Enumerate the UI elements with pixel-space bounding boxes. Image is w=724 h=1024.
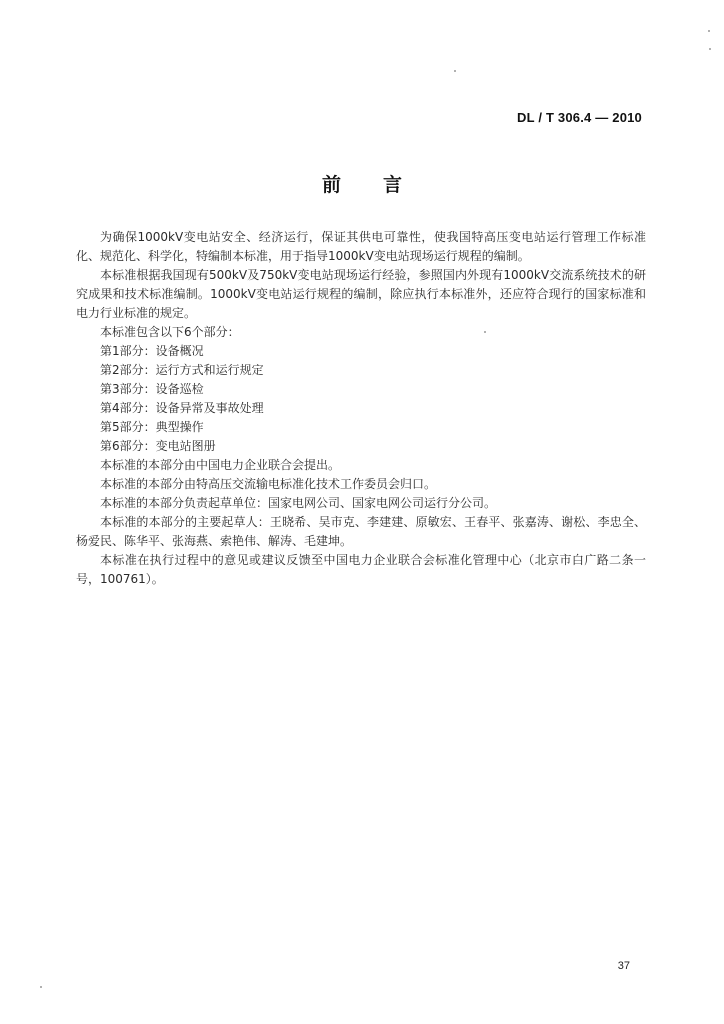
list-item-part-1: 第1部分：设备概况: [100, 344, 204, 358]
paragraph-feedback: 本标准在执行过程中的意见或建议反馈至中国电力企业联合会标准化管理中心（北京市白广路二条一号，100761）。: [76, 553, 646, 586]
paragraph-drafting-unit: 本标准的本部分负责起草单位：国家电网公司、国家电网公司运行分公司。: [100, 496, 497, 510]
scan-speck: [708, 30, 710, 32]
list-item-part-3: 第3部分：设备巡检: [100, 382, 204, 396]
page-title: 前言: [321, 174, 444, 196]
list-item-part-4: 第4部分：设备异常及事故处理: [100, 401, 264, 415]
page-number: 37: [617, 960, 630, 972]
list-item-part-6: 第6部分：变电站图册: [100, 439, 216, 453]
scan-speck: [709, 48, 711, 50]
scan-speck: [40, 986, 42, 988]
paragraph-drafters: 本标准的本部分的主要起草人：王晓希、吴市克、李建建、原敏宏、王春平、张嘉涛、谢松、李忠全、杨爱民、陈华平、张海燕、索艳伟、解涛、毛建坤。: [76, 515, 646, 548]
paragraph-parts-intro: 本标准包含以下6个部分：: [100, 325, 240, 339]
paragraph-proposer: 本标准的本部分由中国电力企业联合会提出。: [100, 458, 341, 472]
scan-speck: [454, 70, 456, 72]
scan-speck: [484, 331, 486, 333]
foreword-body: [76, 228, 646, 589]
list-item-part-5: 第5部分：典型操作: [100, 420, 204, 434]
paragraph-purpose: 为确保1000kV变电站安全、经济运行，保证其供电可靠性，使我国特高压变电站运行管理工作标准化、规范化、科学化，特编制本标准，用于指导1000kV变电站现场运行规程的编制。: [76, 230, 646, 263]
list-item-part-2: 第2部分：运行方式和运行规定: [100, 363, 264, 377]
document-code: DL / T 306.4 — 2010: [517, 110, 642, 125]
paragraph-basis: 本标准根据我国现有500kV及750kV变电站现场运行经验，参照国内外现有1000kV交流系统技术的研究成果和技术标准编制。1000kV变电站运行规程的编制，除应执行本标准外，还应符合现行的国家标准和电力行业标准的规定。: [76, 268, 646, 320]
paragraph-administrator: 本标准的本部分由特高压交流输电标准化技术工作委员会归口。: [100, 477, 437, 491]
